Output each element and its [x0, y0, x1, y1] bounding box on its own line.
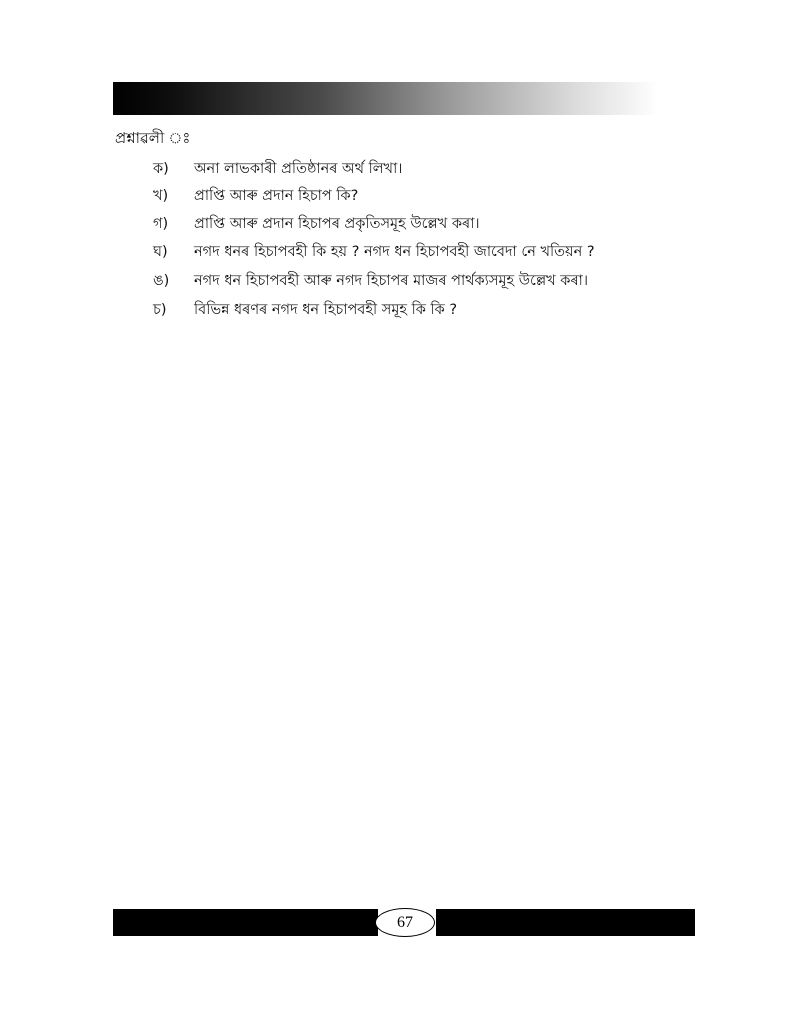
- page-number: 67: [397, 914, 413, 931]
- question-item: [0, 298, 791, 322]
- question-marker: খ): [153, 188, 169, 204]
- footer-bar-left: [113, 909, 378, 936]
- question-text: অনা লাভকাৰী প্ৰতিষ্ঠানৰ অৰ্থ লিখা।: [194, 161, 403, 177]
- question-text: বিভিন্ন ধৰণৰ নগদ ধন হিচাপবহী সমূহ কি কি ?: [194, 302, 458, 318]
- question-item: [0, 157, 791, 181]
- question-text: নগদ ধন হিচাপবহী আৰু নগদ হিচাপৰ মাজৰ পাৰ্থক্যসমূহ উল্লেখ কৰা।: [194, 273, 589, 289]
- question-marker: ঘ): [153, 244, 168, 260]
- question-item: [0, 212, 791, 236]
- section-title: প্ৰশ্নাৱলী ঃ: [115, 129, 191, 147]
- question-item: [0, 184, 791, 208]
- header-gradient-band: [113, 82, 658, 115]
- question-item: [0, 269, 791, 293]
- question-text: প্ৰাপ্তি আৰু প্ৰদান হিচাপ কি?: [194, 188, 359, 204]
- question-marker: চ): [153, 302, 167, 318]
- question-marker: ক): [153, 161, 169, 177]
- page-footer: [113, 908, 695, 937]
- question-text: প্ৰাপ্তি আৰু প্ৰদান হিচাপৰ প্ৰকৃতিসমূহ উল্লেখ কৰা।: [194, 216, 480, 232]
- question-item: [0, 240, 791, 264]
- question-marker: ঙ): [153, 273, 170, 289]
- page-number-oval: [375, 908, 435, 937]
- footer-bar-right: [436, 909, 695, 936]
- question-text: নগদ ধনৰ হিচাপবহী কি হয় ? নগদ ধন হিচাপবহী জাবেদা নে খতিয়ন ?: [194, 244, 595, 260]
- question-marker: গ): [153, 216, 169, 232]
